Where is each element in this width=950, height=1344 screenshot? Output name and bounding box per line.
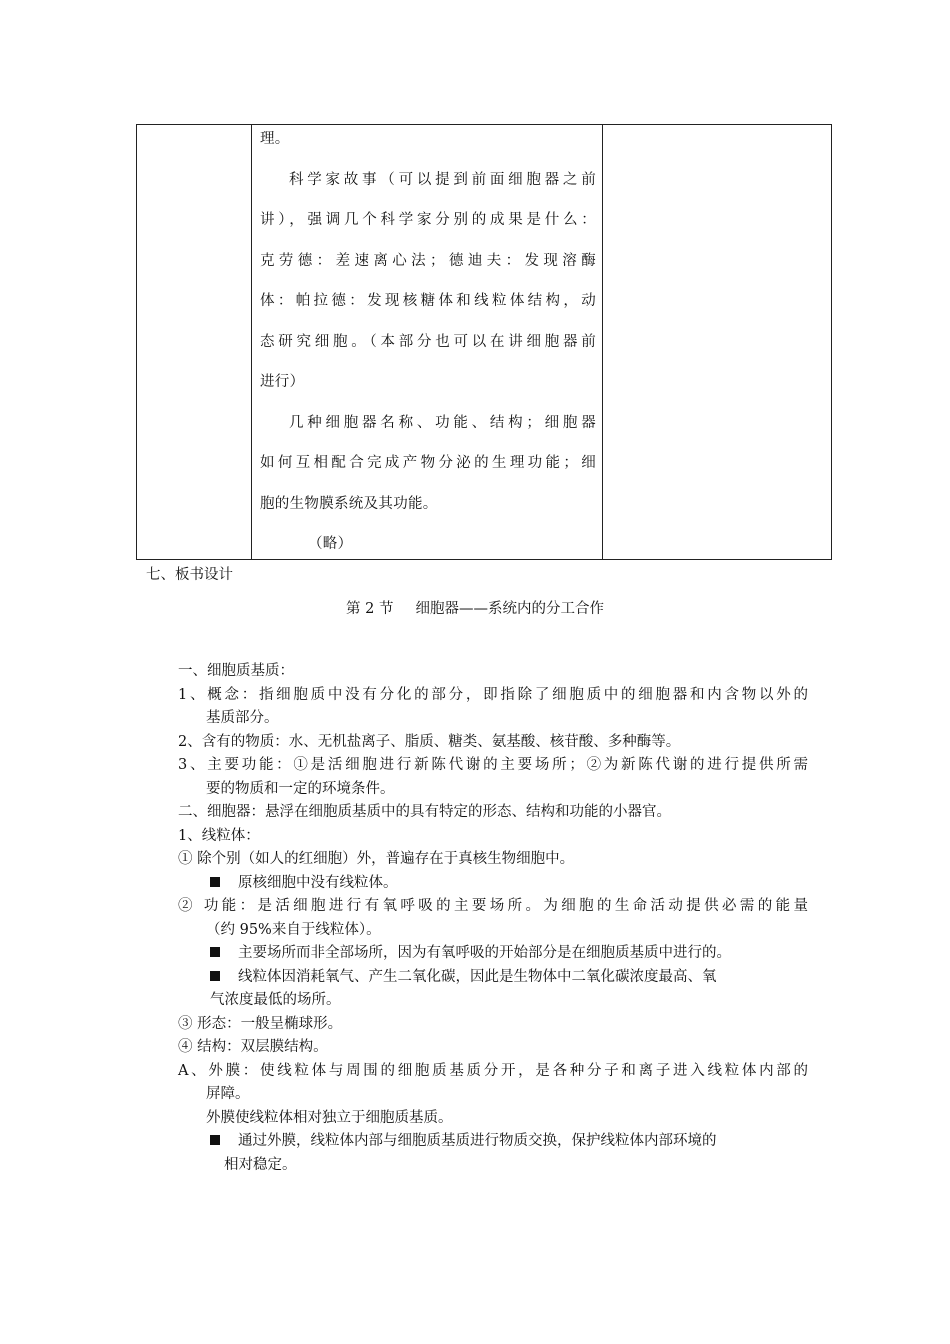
table-text-line: 理。 — [260, 131, 290, 147]
text-line: 二、细胞器：悬浮在细胞质基质中的具有特定的形态、结构和功能的小器官。 — [178, 804, 671, 820]
table-text-line: 态研究细胞。（本部分也可以在讲细胞器前 — [260, 333, 596, 350]
bullet-text: 通过外膜，线粒体内部与细胞质基质进行物质交换，保护线粒体内部环境的 — [238, 1133, 717, 1149]
table-text-line: 几种细胞器名称、功能、结构；细胞器 — [289, 414, 596, 431]
table-text-line: 科学家故事（可以提到前面细胞器之前 — [289, 171, 596, 188]
text-line: ② 功能：是活细胞进行有氧呼吸的主要场所。为细胞的生命活动提供必需的能量 — [178, 898, 808, 914]
bullet-item — [178, 872, 808, 896]
text-line: 屏障。 — [206, 1086, 250, 1102]
text-line: ① 除个别（如人的红细胞）外，普遍存在于真核生物细胞中。 — [178, 851, 575, 867]
text-line: 一、细胞质基质： — [178, 663, 294, 679]
text-line: 气浓度最低的场所。 — [210, 992, 341, 1008]
text-line: 外膜使线粒体相对独立于细胞质基质。 — [206, 1109, 453, 1126]
table-cell-content — [260, 125, 596, 571]
table-text-line: 如何互相配合完成产物分泌的生理功能；细 — [260, 455, 596, 471]
lesson-table — [136, 124, 832, 560]
text-line: A、外膜：使线粒体与周围的细胞质基质分开，是各种分子和离子进入线粒体内部的 — [178, 1062, 808, 1079]
text-line: 要的物质和一定的环境条件。 — [206, 780, 395, 797]
text-line: 1、线粒体： — [178, 827, 260, 844]
bullet-item — [178, 1130, 808, 1154]
text-line: 相对稳定。 — [224, 1156, 297, 1173]
bullet-text: 主要场所而非全部场所，因为有氧呼吸的开始部分是在细胞质基质中进行的。 — [238, 945, 731, 961]
text-line: 1、概念：指细胞质中没有分化的部分，即指除了细胞质中的细胞器和内含物以外的 — [178, 686, 808, 703]
square-bullet-icon — [210, 877, 220, 887]
text-line: 3、主要功能：①是活细胞进行新陈代谢的主要场所；②为新陈代谢的进行提供所需 — [178, 757, 808, 773]
square-bullet-icon — [210, 971, 220, 981]
table-divider — [602, 125, 603, 559]
table-text-line: （略） — [308, 536, 353, 552]
text-line: ③ 形态：一般呈椭球形。 — [178, 1015, 343, 1032]
table-text-line: 讲），强调几个科学家分别的成果是什么： — [260, 212, 596, 228]
board-title-section: 第 2 节 — [346, 601, 394, 617]
board-title — [0, 597, 950, 618]
square-bullet-icon — [210, 1135, 220, 1145]
board-content — [178, 660, 808, 1177]
text-line: （约 95%来自于线粒体）。 — [206, 921, 381, 938]
bullet-text: 原核细胞中没有线粒体。 — [238, 874, 398, 891]
section-heading: 七、板书设计 — [146, 567, 233, 583]
text-line: 2、含有的物质：水、无机盐离子、脂质、糖类、氨基酸、核苷酸、多种酶等。 — [178, 733, 681, 750]
table-text-line: 克劳德：差速离心法；德迪夫：发现溶酶 — [260, 252, 596, 269]
bullet-item — [178, 966, 808, 990]
table-text-line: 进行） — [260, 374, 305, 390]
table-text-line: 体：帕拉德：发现核糖体和线粒体结构，动 — [260, 293, 596, 309]
text-line: 基质部分。 — [206, 710, 279, 726]
bullet-item — [178, 942, 808, 966]
bullet-text: 线粒体因消耗氧气、产生二氧化碳，因此是生物体中二氧化碳浓度最高、氧 — [238, 968, 717, 985]
text-line: ④ 结构：双层膜结构。 — [178, 1039, 328, 1055]
table-divider — [251, 125, 252, 559]
square-bullet-icon — [210, 947, 220, 957]
table-text-line: 胞的生物膜系统及其功能。 — [260, 495, 438, 512]
board-title-name: 细胞器——系统内的分工合作 — [415, 601, 604, 617]
